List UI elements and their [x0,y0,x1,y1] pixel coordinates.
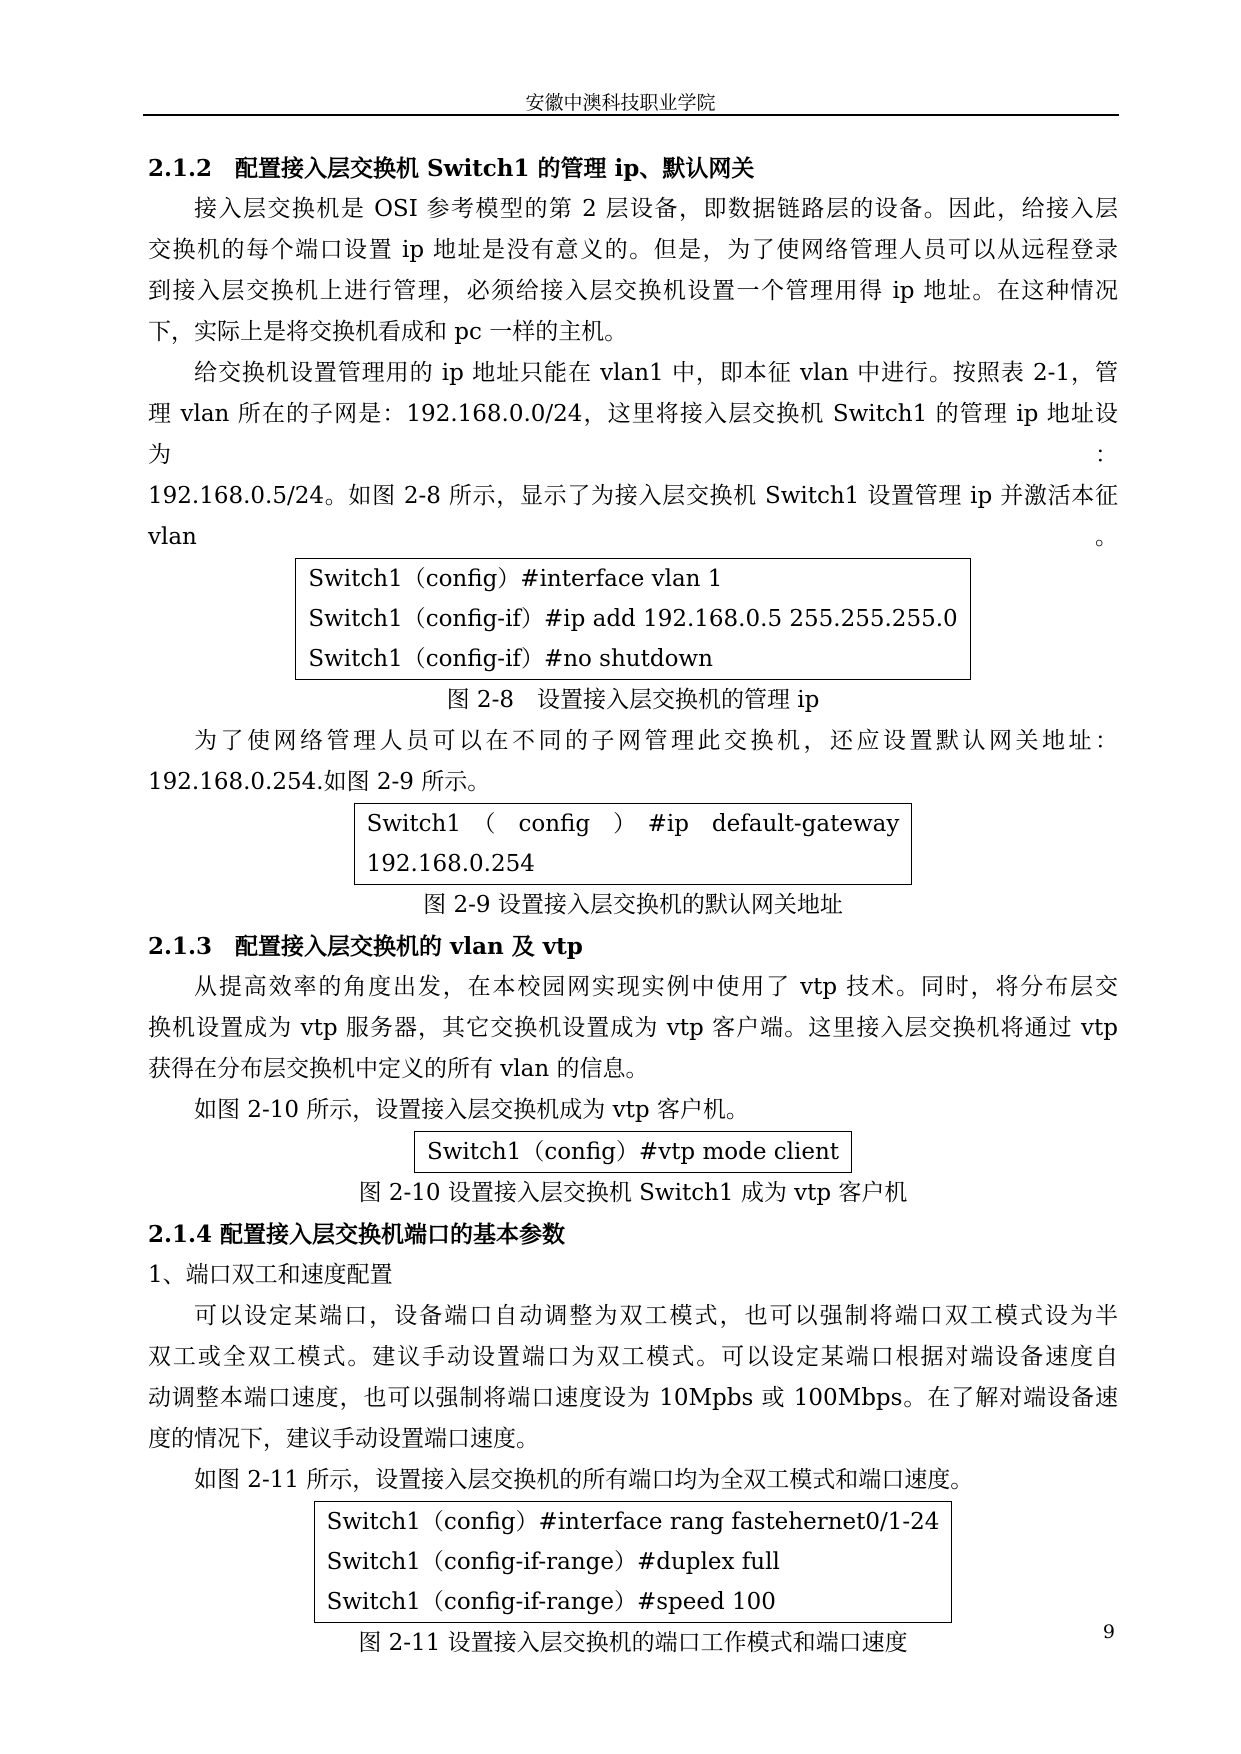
section-heading-2-1-2: 2.1.2 配置接入层交换机 Switch1 的管理 ip、默认网关 [148,155,755,182]
code-box-figure-2-8 [295,558,970,680]
code-line: Switch1（config-if-range）#speed 100 [326,1589,776,1615]
paragraph-line: 换机设置成为 vtp 服务器，其它交换机设置成为 vtp 客户端。这里接入层交换机将通过 vtp [148,1015,1118,1041]
code-line: Switch1（config）#vtp mode client [426,1139,840,1165]
figure-caption-2-11: 图 2-11 设置接入层交换机的端口工作模式和端口速度 [358,1630,908,1656]
code-line: Switch1（config-if）#ip add 192.168.0.5 255.255.255.0 [308,606,958,632]
paragraph-line: 下，实际上是将交换机看成和 pc 一样的主机。 [148,319,628,345]
section-heading-2-1-3: 2.1.3 配置接入层交换机的 vlan 及 vtp [148,933,583,960]
paragraph-line: 双工或全双工模式。建议手动设置端口为双工模式。可以设定某端口根据对端设备速度自 [148,1344,1118,1370]
paragraph-line: 如图 2-11 所示，设置接入层交换机的所有端口均为全双工模式和端口速度。 [194,1467,974,1493]
page-number: 9 [1102,1621,1115,1643]
paragraph-line: 到接入层交换机上进行管理，必须给接入层交换机设置一个管理用得 ip 地址。在这种情况 [148,278,1118,304]
paragraph-line: 获得在分布层交换机中定义的所有 vlan 的信息。 [148,1056,649,1082]
paragraph-line: 192.168.0.5/24。如图 2-8 所示，显示了为接入层交换机 Switch1 设置管理 ip 并激活本征 vlan。 [148,483,1118,550]
paragraph-line: 192.168.0.254.如图 2-9 所示。 [148,769,491,795]
paragraph-line: 为了使网络管理人员可以在不同的子网管理此交换机，还应设置默认网关地址： [194,728,1118,754]
figure-caption-2-9: 图 2-9 设置接入层交换机的默认网关地址 [423,892,843,918]
document-body [148,148,1118,1664]
paragraph-line: 接入层交换机是 OSI 参考模型的第 2 层设备，即数据链路层的设备。因此，给接入层 [194,196,1118,222]
paragraph-line: 如图 2-10 所示，设置接入层交换机成为 vtp 客户机。 [194,1097,749,1123]
code-box-figure-2-9 [354,803,913,885]
section-heading-2-1-4: 2.1.4 配置接入层交换机端口的基本参数 [148,1221,566,1248]
code-line: Switch1（config）#interface rang fastehernet0/1-24 [326,1509,940,1535]
paragraph-line: 理 vlan 所在的子网是：192.168.0.0/24，这里将接入层交换机 Switch1 的管理 ip 地址设为： [148,401,1118,468]
subheading: 1、端口双工和速度配置 [148,1262,393,1288]
running-header: 安徽中澳科技职业学院 [525,92,716,114]
code-line: Switch1（config-if）#no shutdown [308,646,713,672]
paragraph-line: 动调整本端口速度，也可以强制将端口速度设为 10Mpbs 或 100Mbps。在了解对端设备速 [148,1385,1118,1411]
header-rule [143,114,1119,116]
figure-caption-2-8: 图 2-8 设置接入层交换机的管理 ip [446,687,820,713]
code-line: 192.168.0.254 [366,851,535,877]
paragraph-line: 从提高效率的角度出发，在本校园网实现实例中使用了 vtp 技术。同时，将分布层交 [194,974,1118,1000]
code-line: Switch1 （ config ） #ip default-gateway [366,811,900,837]
paragraph-line: 交换机的每个端口设置 ip 地址是没有意义的。但是，为了使网络管理人员可以从远程登录 [148,237,1118,263]
code-box-figure-2-11 [314,1501,953,1623]
paragraph-line: 给交换机设置管理用的 ip 地址只能在 vlan1 中，即本征 vlan 中进行。按照表 2-1，管 [194,360,1118,386]
paragraph-line: 可以设定某端口，设备端口自动调整为双工模式，也可以强制将端口双工模式设为半 [194,1303,1118,1329]
figure-caption-2-10: 图 2-10 设置接入层交换机 Switch1 成为 vtp 客户机 [358,1180,908,1206]
code-line: Switch1（config）#interface vlan 1 [308,566,723,592]
paragraph-line: 度的情况下，建议手动设置端口速度。 [148,1426,539,1452]
code-line: Switch1（config-if-range）#duplex full [326,1549,780,1575]
code-box-figure-2-10 [414,1131,852,1173]
